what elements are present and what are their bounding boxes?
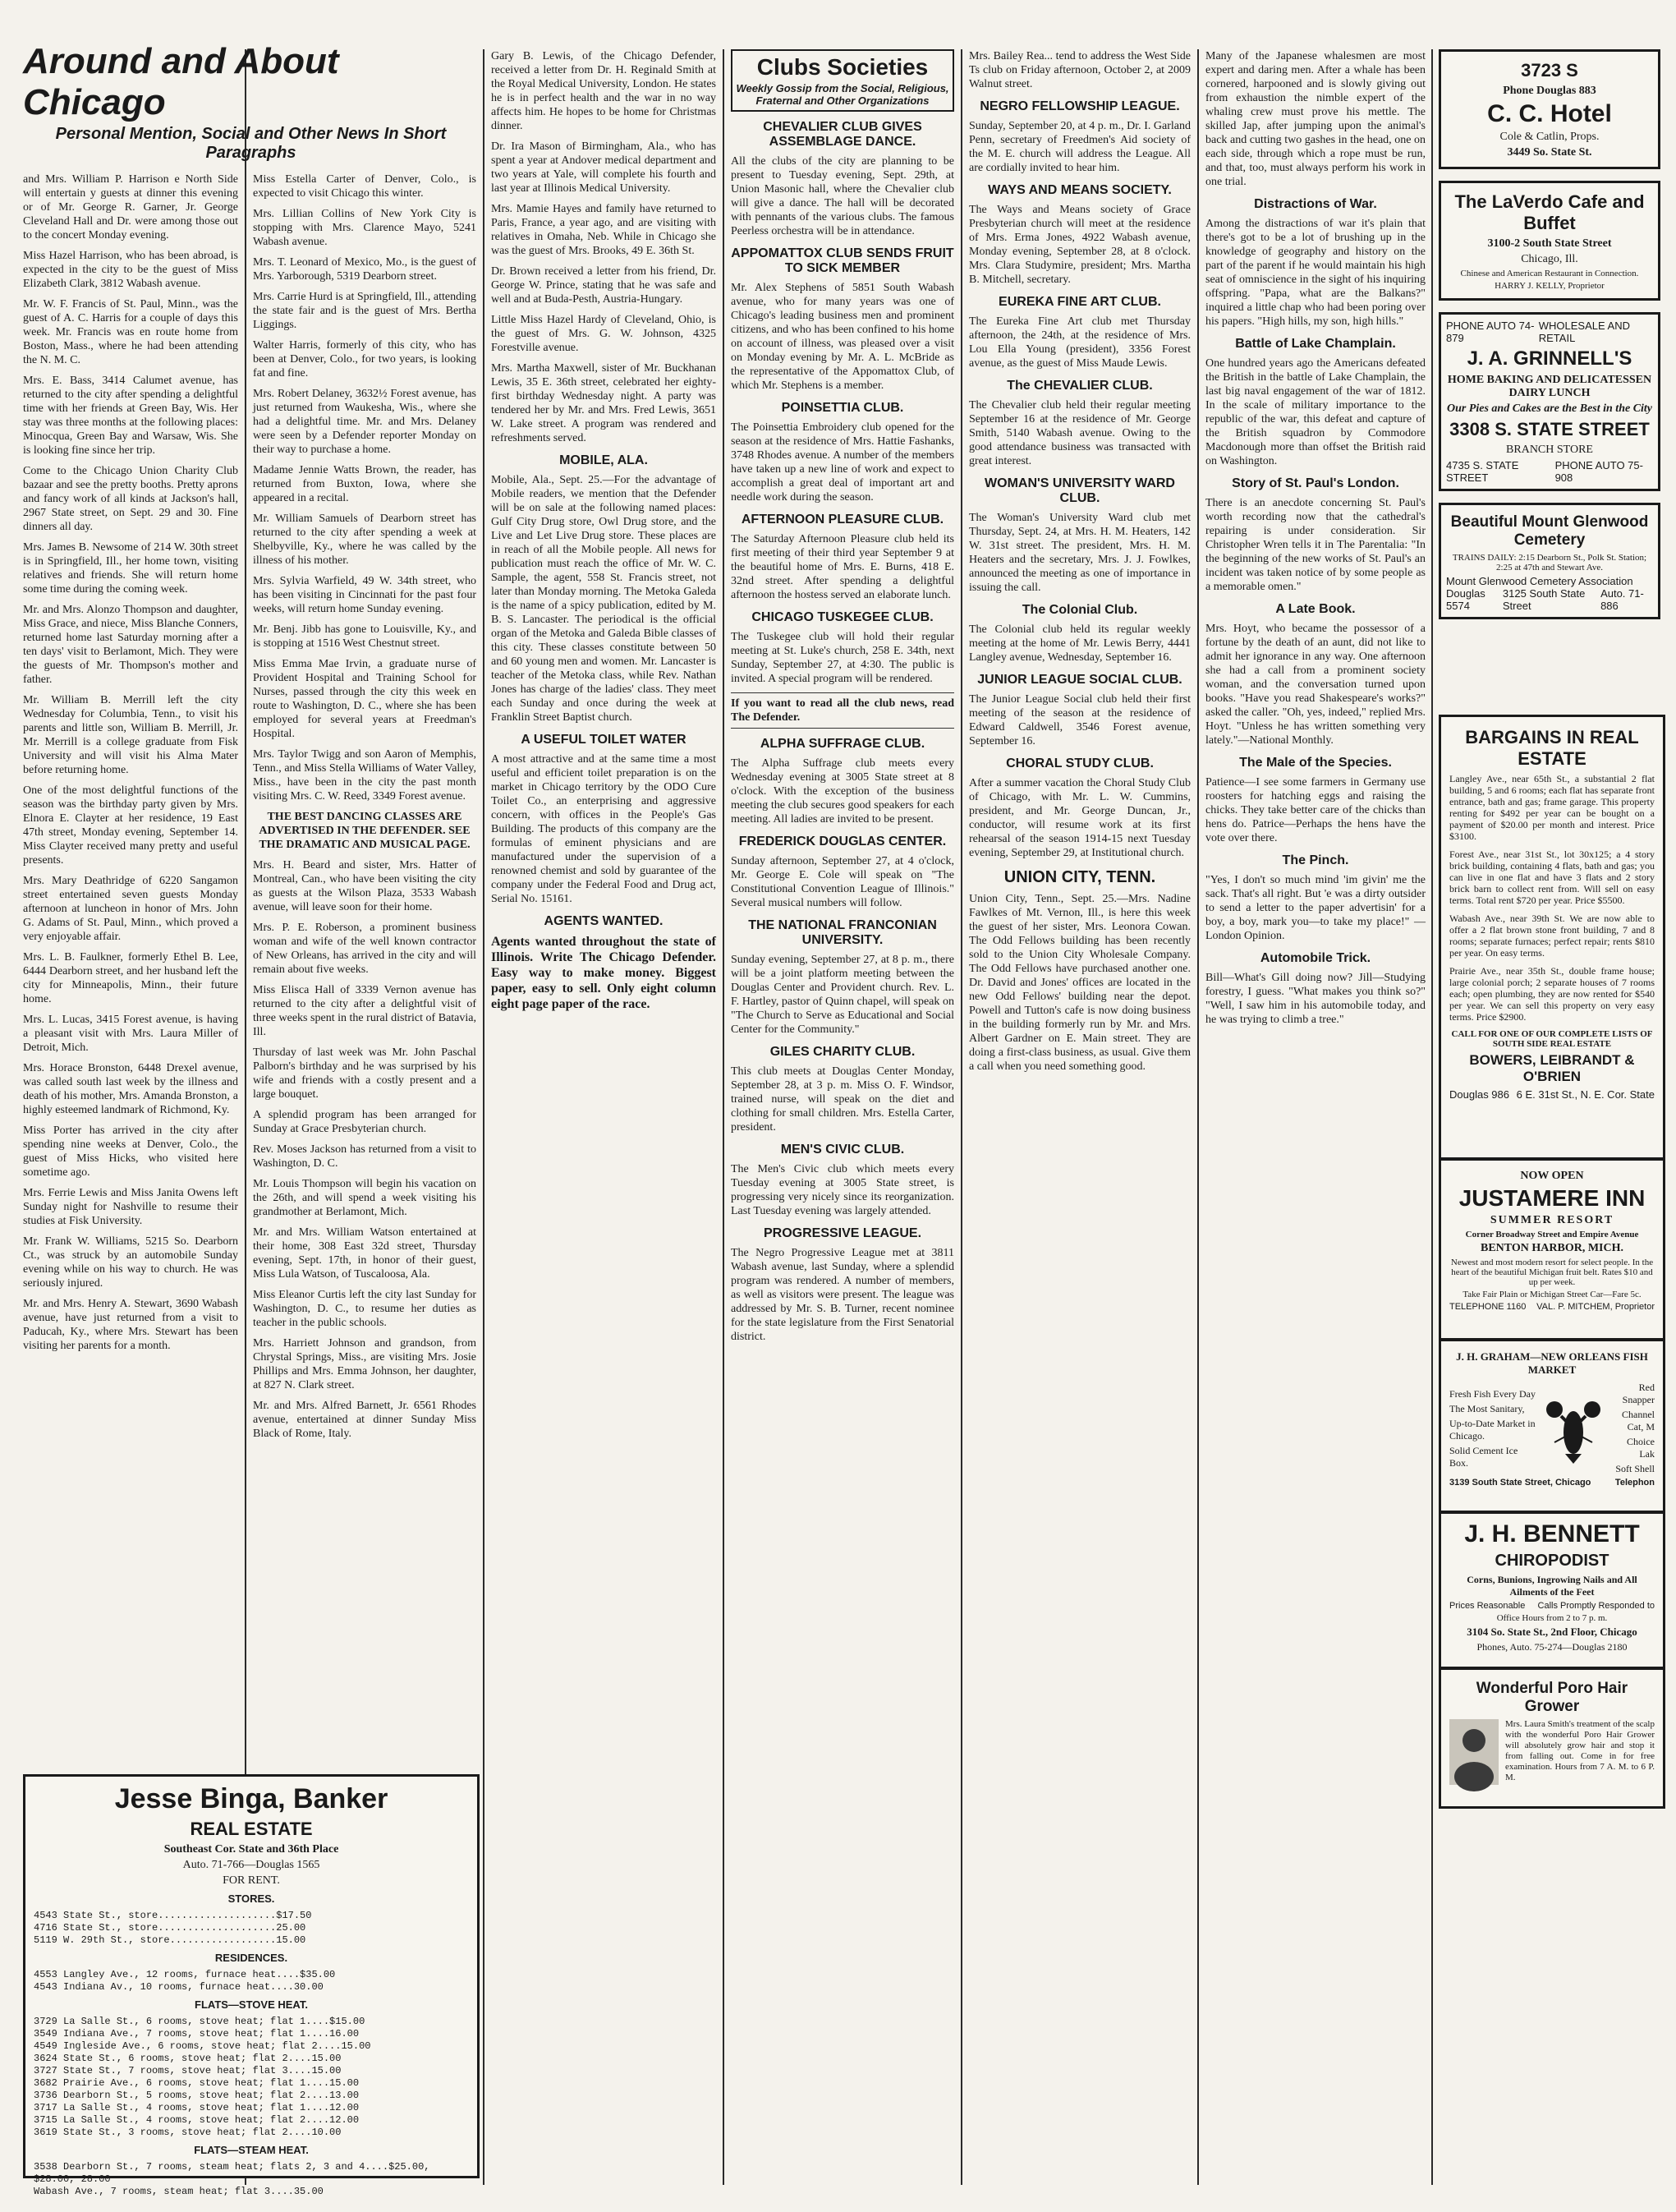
column-4 xyxy=(731,49,954,2185)
article-paragraph: Mr. and Mrs. William Watson entertained at their home, 308 East 32d street, Thursday evening, Sept. 17th, in honor of their guest, Miss Lula Watson, of Tuscaloosa, Ala. xyxy=(253,1226,476,1281)
inn-city: BENTON HARBOR, MICH. xyxy=(1481,1242,1623,1254)
listing-row: 3538 Dearborn St., 7 rooms, steam heat; flats 2, 3 and 4....$25.00, $28.00, 28.00 xyxy=(34,2161,430,2185)
article-heading: AFTERNOON PLEASURE CLUB. xyxy=(741,513,944,527)
article-paragraph: Madame Jennie Watts Brown, the reader, has returned from Buxton, Iowa, where she appeared in a recital. xyxy=(253,464,476,504)
listing-row: 3729 La Salle St., 6 rooms, stove heat; flat 1....$15.00 xyxy=(34,2016,365,2027)
fish-line: Soft Shell xyxy=(1615,1463,1655,1474)
chiro-row xyxy=(1449,1601,1655,1611)
inn-address: Corner Broadway Street and Empire Avenue xyxy=(1465,1230,1639,1239)
article-paragraph: Sunday evening, September 27, at 8 p. m., there will be a joint platform meeting between the Douglas Center and Provident church. Rev. L. F. Hartley, pastor of Quinn chapel, will speak on "The Church to Serve as Educational and Social Center for the Community." xyxy=(731,954,954,1036)
listing-row: 4543 State St., store....................$17.50 xyxy=(34,1910,312,1921)
article-heading: Automobile Trick. xyxy=(1260,951,1371,965)
hotel-ad xyxy=(1439,49,1660,169)
fish-left xyxy=(1449,1386,1536,1472)
section-header xyxy=(23,41,479,164)
fish-address: 3139 South State Street, Chicago xyxy=(1449,1478,1591,1488)
fish-body xyxy=(1449,1379,1655,1478)
grinnell-slogan: Our Pies and Cakes are the Best in the City xyxy=(1446,402,1653,415)
for-rent-label: FOR RENT. xyxy=(223,1874,280,1887)
column-rule xyxy=(723,49,724,2185)
article-paragraph: Mr. Alex Stephens of 5851 South Wabash avenue, who for many years was one of Chicago's leading business men and prominent citizens, and who has been confined to his home on account of illness, was pleased over a visit on Monday evening by Mr. A. L. McBride as the representative of the Appomattox Club, of which Mr. Stephens is a member. xyxy=(731,282,954,392)
bowers-name: BOWERS, LEIBRANDT & O'BRIEN xyxy=(1469,1052,1635,1084)
portrait-icon xyxy=(1449,1719,1499,1785)
article-heading: GILES CHARITY CLUB. xyxy=(769,1045,916,1059)
bargains-ad xyxy=(1439,715,1665,1160)
column-rule xyxy=(961,49,962,2185)
article-heading: PROGRESSIVE LEAGUE. xyxy=(763,1226,922,1240)
article-paragraph: The Colonial club held its regular weekly meeting at the home of Mr. Lewis Berry, 4441 Langley avenue, Wednesday, September 16. xyxy=(969,623,1191,664)
laverdo-address: 3100-2 South State Street xyxy=(1487,237,1612,250)
article-paragraph: The Saturday Afternoon Pleasure club held its first meeting of their third year September 9 at the beautiful home of Mrs. E. Burns, 418 E. 32nd street. After spending a delightful afternoon the hostess served an elaborate lunch. xyxy=(731,533,954,601)
article-heading: CHICAGO TUSKEGEE CLUB. xyxy=(751,610,934,624)
cemetery-row xyxy=(1446,575,1653,587)
article-paragraph: Mrs. P. E. Roberson, a prominent business woman and wife of the well known contractor of New Orleans, has arrived in the city and will remain about five weeks. xyxy=(253,922,476,976)
listing-row: 4553 Langley Ave., 12 rooms, furnace heat....$35.00 xyxy=(34,1969,336,1980)
article-paragraph: Mr. William B. Merrill left the city Wednesday for Columbia, Tenn., to visit his parents and little son, William B. Merrill, Jr. Mr. Merrill is a college graduate from Fisk University and will visit his Alma Mater before returning home. xyxy=(23,694,238,776)
article-paragraph: Mrs. L. Lucas, 3415 Forest avenue, is having a pleasant visit with Mrs. Laura Miller of Detroit, Mich. xyxy=(23,1014,238,1054)
grinnell-ad xyxy=(1439,312,1660,491)
grinnell-branch-phone: PHONE AUTO 75-908 xyxy=(1554,459,1643,484)
article-paragraph: This club meets at Douglas Center Monday, September 28, at 3 p. m. Miss O. F. Windsor, trained nurse, will speak on the diet and clothing for small children. Mrs. Estella Carter, president. xyxy=(731,1065,954,1134)
poro-ad xyxy=(1439,1667,1665,1809)
ad-subtitle: REAL ESTATE xyxy=(190,1819,313,1839)
cemetery-trains: TRAINS DAILY: 2:15 Dearborn St., Polk St. Station; 2:25 at 47th and Stewart Ave. xyxy=(1452,553,1647,573)
ad-title: Jesse Binga, Banker xyxy=(114,1783,388,1814)
article-heading: MEN'S CIVIC CLUB. xyxy=(780,1143,905,1157)
fish-line: Up-to-Date Market in Chicago. xyxy=(1449,1417,1536,1442)
grinnell-branch-row xyxy=(1446,459,1653,484)
laverdo-ad xyxy=(1439,181,1660,301)
listing-row: 3549 Indiana Ave., 7 rooms, stove heat; flat 1....16.00 xyxy=(34,2028,360,2040)
article-heading: A Late Book. xyxy=(1275,602,1356,616)
fish-line: Choice Lak xyxy=(1627,1436,1655,1460)
article-paragraph: The Eureka Fine Art club met Thursday afternoon, the 24th, at the residence of Mrs. Lou Ella Young (president), 3356 Forest avenue, as the guest of Miss Maude Lewis. xyxy=(969,315,1191,370)
grinnell-top-row xyxy=(1446,320,1653,344)
laverdo-prop: HARRY J. KELLY, Proprietor xyxy=(1495,281,1605,291)
listing-row: 3624 State St., 6 rooms, stove heat; flat 2....15.00 xyxy=(34,2053,342,2064)
bowers-address: 6 E. 31st St., N. E. Cor. State xyxy=(1516,1088,1655,1101)
cemetery-association: Mount Glenwood Cemetery Association xyxy=(1446,575,1633,587)
article-paragraph: Mr. Frank W. Williams, 5215 So. Dearborn Ct., was struck by an automobile Sunday evening while on his way to church. He was seriously injured. xyxy=(23,1235,238,1290)
article-heading: MOBILE, ALA. xyxy=(559,453,648,467)
ad-phone: Auto. 71-766—Douglas 1565 xyxy=(182,1859,320,1871)
article-paragraph: Mrs. T. Leonard of Mexico, Mo., is the guest of Mrs. Yarborough, 5319 Dearborn street. xyxy=(253,256,476,283)
listing-row: 3736 Dearborn St., 5 rooms, stove heat; flat 2....13.00 xyxy=(34,2090,360,2101)
article-paragraph: The Ways and Means society of Grace Presbyterian church will meet at the residence of Mrs. Erma Jones, 4922 Wabash avenue, Monday evening, September 28, at 8 o'clock. Mrs. Clara Studymire, president; Mrs. Martha B. Mitchell, secretary. xyxy=(969,204,1191,286)
article-heading: FREDERICK DOUGLAS CENTER. xyxy=(738,835,947,848)
grinnell-trade: WHOLESALE AND RETAIL xyxy=(1538,320,1631,344)
laverdo-city: Chicago, Ill. xyxy=(1521,253,1578,265)
article-paragraph: and Mrs. William P. Harrison e North Side will entertain y guests at dinner this evening or of Mr. George R. Garner, Jr. George Cleveland Hall and Dr. were among those out to the concert Monday evening. xyxy=(23,173,238,241)
bargain-listing: Prairie Ave., near 35th St., double frame house; large colonial porch; 2 separate houses of 7 rooms each; open plumbing, they are now rented for $540 per year. We can sell this property on very easy terms. Price $2900. xyxy=(1449,965,1655,1023)
article-heading: JUNIOR LEAGUE SOCIAL CLUB. xyxy=(977,673,1182,687)
article-paragraph: The Men's Civic club which meets every Tuesday evening at 3005 State street, is progressing very nicely since its reorganization. Last Tuesday evening was largely attended. xyxy=(731,1163,954,1217)
article-paragraph: Miss Estella Carter of Denver, Colo., is expected to visit Chicago this winter. xyxy=(253,173,476,200)
justamere-ad xyxy=(1439,1158,1665,1341)
article-paragraph: Little Miss Hazel Hardy of Cleveland, Ohio, is the guest of Mrs. G. W. Johnson, 4325 Forestville avenue. xyxy=(491,314,716,354)
binga-ad xyxy=(23,1774,480,2197)
article-paragraph: Gary B. Lewis, of the Chicago Defender, received a letter from Dr. H. Reginald Smith at the Royal Medical University, London. He states he is in perfect health and the war in no way affects him. He hopes to be home for Christmas dinner. xyxy=(491,50,716,132)
article-paragraph: Mrs. L. B. Faulkner, formerly Ethel B. Lee, 6444 Dearborn street, and her husband left the city for Minneapolis, Minn., their future home. xyxy=(23,951,238,1005)
article-heading: The CHEVALIER CLUB. xyxy=(1007,379,1153,393)
article-paragraph: All the clubs of the city are planning to be present to Tuesday evening, Sept. 29th, at Union Masonic hall, where the Chevalier club will give a dance. The hall will be decorated with pennants of the various clubs. The famous Peerless orchestra will be in attendance. xyxy=(731,155,954,237)
bowers-phone: Douglas 986 xyxy=(1449,1088,1509,1101)
cemetery-title: Beautiful Mount Glenwood Cemetery xyxy=(1450,513,1649,549)
bowers-row xyxy=(1449,1088,1655,1101)
chiro-calls: Calls Promptly Responded to xyxy=(1537,1601,1655,1611)
listing-row: 3727 State St., 7 rooms, stove heat; flat 3....15.00 xyxy=(34,2065,342,2076)
article-paragraph: Mr. Louis Thompson will begin his vacation on the 26th, and will spend a week visiting his grandmother at Berlamont, Mich. xyxy=(253,1178,476,1218)
article-paragraph: Miss Elisca Hall of 3339 Vernon avenue has returned to the city after a delightful visit of three weeks spent in the rural district of Batavia, Ill. xyxy=(253,984,476,1038)
article-paragraph: Mrs. Sylvia Warfield, 49 W. 34th street, who has been visiting in Cincinnati for the past four weeks, will return home Sunday evening. xyxy=(253,575,476,615)
article-paragraph: Bill—What's Gill doing now? Jill—Studying forestry, I guess. "What makes you think so?" "Well, I saw him in his automobile today, and he was trying to climb a tree." xyxy=(1205,972,1426,1026)
article-paragraph: Sunday afternoon, September 27, at 4 o'clock, Mr. George E. Cole will speak on "The Constitutional Convention League of Illinois." Several musical numbers will follow. xyxy=(731,855,954,909)
article-paragraph: The Chevalier club held their regular meeting September 16 at the residence of Mr. George Smith, 5140 Wabash avenue. Owing to the good attendance business was transacted with great interest. xyxy=(969,399,1191,467)
article-heading: Story of St. Paul's London. xyxy=(1232,476,1399,490)
clubs-banner xyxy=(731,49,954,112)
article-paragraph: The Tuskegee club will hold their regular meeting at St. Luke's church, 258 E. 34th, next Sunday, September 27, at 4:30. The public is invited. A special program will be rendered. xyxy=(731,631,954,685)
article-heading: POINSETTIA CLUB. xyxy=(781,401,904,415)
article-paragraph: One of the most delightful functions of the season was the birthday party given by Mrs. Elnora E. Clayter at her residence, 19 East 47th street, Monday evening, September 14. Miss Clayter received many pretty and useful presents. xyxy=(23,784,238,867)
article-paragraph: Union City, Tenn., Sept. 25.—Mrs. Nadine Fawlkes of Mt. Vernon, Ill., is here this week the guest of her sister, Mrs. Leonora Cowan. The Odd Fellows building has been recently sold to the Union City Wholesale Company. The Odd Fellows have purchased another one. Dr. David and Jones' offices are located in the new Odd Fellows' building near the depot. Powell and Tutton's cafe is now doing business in the building formerly run by Mr. and Mrs. Albert Gardner on E. Main street. They are doing a first-class business, as usual. Give them a call when you need something good. xyxy=(969,893,1191,1073)
article-paragraph: There is an anecdote concerning St. Paul's worth recording now that the cathedral's repairing is under consideration. Sir Christopher Wren tells it in The Parentalia: "In the beginning of the new works of St. Paul's an incident was taken notice of by some people as a memorable omen." xyxy=(1205,497,1426,593)
article-heading: CHEVALIER CLUB GIVES ASSEMBLAGE DANCE. xyxy=(763,120,922,149)
article-paragraph: Dr. Ira Mason of Birmingham, Ala., who has spent a year at Andover medical department and two years at Yale, will complete his fourth and last year at Illinois Medical University. xyxy=(491,140,716,195)
column-rule xyxy=(1197,49,1199,2185)
poro-title: Wonderful Poro Hair Grower xyxy=(1476,1680,1628,1715)
steam-heading: FLATS—STEAM HEAT. xyxy=(194,2144,309,2156)
article-paragraph: Walter Harris, formerly of this city, who has been at Denver, Colo., for two years, is looking fat and fine. xyxy=(253,339,476,379)
bargains-call: CALL FOR ONE OF OUR COMPLETE LISTS OF SOUTH SIDE REAL ESTATE xyxy=(1451,1029,1653,1049)
article-heading: UNION CITY, TENN. xyxy=(1003,868,1156,886)
article-paragraph: Mr. and Mrs. Alonzo Thompson and daughter, Miss Grace, and niece, Miss Blanche Conners, returned home last Saturday morning after a ten days' visit to Berlamont, Mich. They were the guests of Mr. Thompson's mother and father. xyxy=(23,604,238,686)
article-paragraph: Mrs. Carrie Hurd is at Springfield, Ill., attending the state fair and is the guest of Mrs. Bertha Liggings. xyxy=(253,291,476,331)
article-paragraph: Miss Hazel Harrison, who has been abroad, is expected in the city to be the guest of Miss Elizabeth Clark, 3812 Wabash avenue. xyxy=(23,250,238,290)
grinnell-phone: PHONE AUTO 74-879 xyxy=(1446,320,1535,344)
chiro-phone: Phones, Auto. 75-274—Douglas 2180 xyxy=(1476,1641,1628,1653)
fish-right xyxy=(1610,1379,1655,1478)
grinnell-name: J. A. GRINNELL'S xyxy=(1467,347,1632,370)
article-heading: WAYS AND MEANS SOCIETY. xyxy=(988,183,1172,197)
hotel-name: C. C. Hotel xyxy=(1487,100,1612,127)
column-3 xyxy=(491,49,716,2185)
listing-row: Wabash Ave., 7 rooms, steam heat; flat 3....35.00 xyxy=(34,2186,324,2197)
article-paragraph: The Woman's University Ward club met Thursday, Sept. 24, at Mrs. H. M. Heaters, 142 W. 31st street. The president, Mrs. H. M. Heaters and the secretary, Mrs. J. J. Fowlkes, announced the meeting as one of importance in issuing the call. xyxy=(969,512,1191,594)
bargain-listing: Wabash Ave., near 39th St. We are now able to offer a 2 flat brown stone front building, 7 and 8 rooms; separate furnaces; perfect repair; rents $810 per year. On easy terms. xyxy=(1449,913,1655,959)
cemetery-address: 3125 South State Street xyxy=(1502,587,1586,612)
grinnell-line: HOME BAKING AND DELICATESSEN DAIRY LUNCH xyxy=(1447,374,1652,399)
article-paragraph: Miss Eleanor Curtis left the city last Sunday for Washington, D. C., to resume her duties as teacher in the public schools. xyxy=(253,1289,476,1329)
article-paragraph: Mrs. Mary Deathridge of 6220 Sangamon street entertained seven guests Monday afternoon at luncheon in honor of Mrs. John G. Adams of St. Paul, Minn., which proved a very enjoyable affair. xyxy=(23,875,238,943)
article-paragraph: Mr. Benj. Jibb has gone to Louisville, Ky., and is stopping at 1516 West Chestnut street. xyxy=(253,623,476,650)
article-paragraph: Miss Emma Mae Irvin, a graduate nurse of Provident Hospital and Training School for Nurses, passed through the city this week en route to Washington, D. C., where she has been employed for several years at Freedman's Hospital. xyxy=(253,658,476,740)
chiro-address: 3104 So. State St., 2nd Floor, Chicago xyxy=(1467,1626,1637,1638)
inn-directions: Take Fair Plain or Michigan Street Car—Fare 5c. xyxy=(1462,1290,1642,1299)
fish-line: Solid Cement Ice Box. xyxy=(1449,1444,1518,1469)
article-heading: ALPHA SUFFRAGE CLUB. xyxy=(760,737,925,751)
article-paragraph: Mrs. Bailey Rea... tend to address the West Side Ts club on Friday afternoon, October 2, at 2009 Walnut street. xyxy=(969,50,1191,90)
fish-market-ad xyxy=(1439,1339,1665,1513)
fish-line: Channel Cat, M xyxy=(1622,1409,1655,1433)
chiropodist-ad xyxy=(1439,1511,1665,1669)
article-heading: THE NATIONAL FRANCONIAN UNIVERSITY. xyxy=(748,918,937,947)
article-paragraph: "Yes, I don't so much mind 'im givin' me the sack. That's all right. But 'e was a dirty outsider to send a letter to the paper advertisin' for a boy, a boy, mark you—to take my place!" —London Opinion. xyxy=(1205,874,1426,942)
fish-title: J. H. GRAHAM—NEW ORLEANS FISH MARKET xyxy=(1456,1350,1648,1376)
article-paragraph: Mrs. Ferrie Lewis and Miss Janita Owens left Sunday night for Nashville to resume their studies at Fisk University. xyxy=(23,1187,238,1227)
article-paragraph: Many of the Japanese whalesmen are most expert and daring men. After a whale has been cornered, harpooned and is slowly giving out from exhaustion the nimble expert of the whaling crew must prove his mettle. The skilled Jap, after jumping upon the animal's back and cutting two gashes in the head, one on each side, through which a rope must be run, and that, too, must always perform his work in one trial. xyxy=(1205,50,1426,188)
article-paragraph: The Negro Progressive League met at 3811 Wabash avenue, last Sunday, where a splendid program was rendered. A number of members, as well as visitors were present. The league was addressed by Mr. S. B. Turner, recent nominee for the state legislature from the First Senatorial district. xyxy=(731,1247,954,1343)
fish-line: Fresh Fish Every Day xyxy=(1449,1387,1536,1400)
article-heading: APPOMATTOX CLUB SENDS FRUIT TO SICK MEMBER xyxy=(731,246,954,275)
article-paragraph: One hundred years ago the Americans defeated the British in the battle of Lake Champlain, the last big naval engagement of the war of 1812. In the scale of military importance to the republic of the war, this defeat and capture of the British squadron by Commodore Macdonough more than offset the British raid on Washington. xyxy=(1205,357,1426,467)
article-paragraph: Thursday of last week was Mr. John Paschal Palborn's birthday and he was surprised by his wife and friends with a costly present and a large bouquet. xyxy=(253,1046,476,1101)
column-1 xyxy=(23,172,238,1758)
article-paragraph: Mrs. Horace Bronston, 6448 Drexel avenue, was called south last week by the illness and death of his mother, Mrs. Amanda Bronston, a highly esteemed landmark of Richmond, Ky. xyxy=(23,1062,238,1116)
listing-row: 3715 La Salle St., 4 rooms, stove heat; flat 2....12.00 xyxy=(34,2114,360,2126)
article-paragraph: Mrs. Taylor Twigg and son Aaron of Memphis, Tenn., and Miss Stella Williams of Water Valley, Miss., have been in the city the past month visiting Mrs. C. W. Reed, 3349 Forest avenue. xyxy=(253,748,476,802)
article-heading: A USEFUL TOILET WATER xyxy=(521,733,686,747)
article-paragraph: Mr. W. F. Francis of St. Paul, Minn., was the guest of A. C. Harris for a couple of days this week. Mr. Francis was en route home from Boston, Mass., where he had been attending the N. M. C. xyxy=(23,298,238,366)
banner-title: Clubs Societies xyxy=(756,54,929,80)
article-paragraph: Mr. and Mrs. Henry A. Stewart, 3690 Wabash avenue, have just returned from a visit to Paducah, Ky., where Mrs. Stewart has been visiting her parents for a month. xyxy=(23,1298,238,1352)
listing-row: 5119 W. 29th St., store..................15.00 xyxy=(34,1934,306,1946)
hotel-phone: Phone Douglas 883 xyxy=(1503,85,1596,97)
listing-row: 3619 State St., 3 rooms, stove heat; flat 2....10.00 xyxy=(34,2127,342,2138)
article-paragraph: Among the distractions of war it's plain that there's got to be a lot of brushing up in the knowledge of geography and history on the part of the parent if he would maintain his high seat of omniscience in the sight of his inquiring offspring. "Papa, what are the Balkans?" inquired a little chap who had been poring over his papers. "High hills, my son, high hills." xyxy=(1205,218,1426,328)
inn-name: JUSTAMERE INN xyxy=(1458,1185,1646,1211)
article-paragraph: A most attractive and at the same time a most useful and efficient toilet preparation is on the market in Chicago territory by the ODO Cure Toilet Co., an enterprising and aggressive concern, with offices in the People's Gas Building. The products of this company are the formulas of eminent physicians and are manufactured under the supervision of a renowned chemist and sold by guarantee of the company under the Federal Food and Drug act, Serial No. 15161. xyxy=(491,753,716,905)
stores-heading: STORES. xyxy=(227,1892,275,1905)
chiro-line: Corns, Bunions, Ingrowing Nails and All Ailments of the Feet xyxy=(1467,1574,1637,1598)
cemetery-auto: Auto. 71-886 xyxy=(1600,587,1644,612)
column-5 xyxy=(969,49,1191,2185)
inn-description: Newest and most modern resort for select people. In the heart of the beautiful Michigan fruit belt. Rates $10 and up per week. xyxy=(1450,1258,1654,1287)
column-rule xyxy=(1431,49,1433,2185)
poro-text: Mrs. Laura Smith's treatment of the scalp with the wonderful Poro Hair Grower will absolutely grow hair and stop it from falling out. Come in for free examination. Hours from 7 A. M. to 6 P. M. xyxy=(1505,1719,1655,1782)
listing-row: 4716 State St., store....................25.00 xyxy=(34,1922,306,1934)
article-heading: NEGRO FELLOWSHIP LEAGUE. xyxy=(980,99,1180,113)
agents-wanted-text: Agents wanted throughout the state of Illinois. Write The Chicago Defender. Easy way to make money. Biggest paper, easy to sell. Only eight column eight page paper of the race. xyxy=(491,935,716,1011)
article-paragraph: Mrs. Martha Maxwell, sister of Mr. Buckhanan Lewis, 35 E. 36th street, celebrated her eighty-first birthday Wednesday night. A party was tendered her by Mr. and Mrs. Fred Lewis, 3651 W. Lake street. A program was rendered and refreshments served. xyxy=(491,362,716,444)
fish-line: The Most Sanitary, xyxy=(1449,1402,1525,1414)
grinnell-address: 3308 S. STATE STREET xyxy=(1449,419,1650,439)
article-paragraph: Mr. William Samuels of Dearborn street has returned to the city after spending a week at Shelbyville, Ky., where he was called by the illness of his mother. xyxy=(253,513,476,567)
chiro-price: Prices Reasonable xyxy=(1449,1601,1526,1611)
article-paragraph: Mrs. Lillian Collins of New York City is stopping with Mrs. Clarence Mayo, 5241 Wabash avenue. xyxy=(253,208,476,248)
article-paragraph: The Poinsettia Embroidery club opened for the season at the residence of Mrs. Hattie Fashanks, 3748 Rhodes avenue. A number of the members have taken up a new line of work and expect to accomplish a great deal of important art and needle work during the season. xyxy=(731,421,954,504)
cemetery-phone: Douglas 5574 xyxy=(1446,587,1485,612)
laverdo-line: Chinese and American Restaurant in Connection. xyxy=(1460,269,1639,278)
grinnell-branch: BRANCH STORE xyxy=(1506,444,1593,456)
inn-open: NOW OPEN xyxy=(1520,1170,1584,1182)
article-heading: EUREKA FINE ART CLUB. xyxy=(999,295,1161,309)
bargains-title: BARGAINS IN REAL ESTATE xyxy=(1465,727,1639,769)
article-paragraph: Rev. Moses Jackson has returned from a visit to Washington, D. C. xyxy=(253,1143,476,1170)
section-subtitle: Personal Mention, Social and Other News In Short Paragraphs xyxy=(55,125,447,162)
article-paragraph: Mrs. Harriett Johnson and grandson, from Chrystal Springs, Miss., are visiting Mrs. Josie Phillips and Mrs. Emma Johnson, her daughter, at 827 N. Clark street. xyxy=(253,1337,476,1391)
article-heading: Distractions of War. xyxy=(1254,197,1377,211)
bargain-listing: Langley Ave., near 65th St., a substantial 2 flat building, 5 and 6 rooms; each flat has separate front entrance, bath and gas; frame garage. This property renting for $492 per year can be bought on a payment of $20.00 per month and interest. Price $3100. xyxy=(1449,773,1655,842)
article-paragraph: Miss Porter has arrived in the city after spending nine weeks at Denver, Colo., the guest of Miss Hicks, who visited here sometime ago. xyxy=(23,1124,238,1179)
article-paragraph: Mrs. H. Beard and sister, Mrs. Hatter of Montreal, Can., who have been visiting the city as guests at the Wilson Plaza, 3533 Wabash avenue, will leave soon for their home. xyxy=(253,859,476,913)
article-paragraph: A splendid program has been arranged for Sunday at Grace Presbyterian church. xyxy=(253,1109,476,1135)
article-paragraph: Mrs. Hoyt, who became the possessor of a fortune by the death of an aunt, did not like to admit her ignorance in any way. One afternoon she had a call from a prominent society woman, and the conversation turned upon books. "Have you read Shakespeare's works?" asked the caller. "Oh, yes, indeed," replied Mrs. Hoyt. "Unless he has written something very lately."—National Monthly. xyxy=(1205,623,1426,747)
article-paragraph: Mobile, Ala., Sept. 25.—For the advantage of Mobile readers, we mention that the Defender will be on sale at the following named places: Gulf City Drug store, Owl Drug store, and the Live and Let Live Drug store. These places are in reach of all the Mobile people. All news for publication must reach the office of Mr. W. C. Sample, the agent, 558 St. Francis street, not later than Monday morning. The Metoka Galeda is the name of a spicy publication, edited by M. B. S. Lancaster. The periodical is the official organ of the Metoka and Galeda Bible classes of this city. These classes constitute between 50 and 60 young men and women. Mr. Lancaster is teacher of the Metoka class, while Rev. Nathan Jones has charge of the ladies' class. They meet each Sunday and once during the week at Franklin Street Baptist church. xyxy=(491,474,716,724)
section-title: Around and About Chicago xyxy=(23,41,339,122)
article-paragraph: Mrs. Robert Delaney, 3632½ Forest avenue, has just returned from Waukesha, Wis., where she had a delightful time. Mr. and Mrs. Delaney were seen by a Defender reporter Monday on their way to purchase a home. xyxy=(253,388,476,456)
poro-body xyxy=(1449,1719,1655,1785)
listing-row: 3682 Prairie Ave., 6 rooms, stove heat; flat 1....15.00 xyxy=(34,2077,360,2089)
article-paragraph: After a summer vacation the Choral Study Club of Chicago, with Mr. L. W. Cummins, president, and Mr. George Duncan, Jr., conductor, will resume work at its first rehearsal of the season 1914-15 next Tuesday evening, September 29, at Institutional church. xyxy=(969,777,1191,859)
residences-heading: RESIDENCES. xyxy=(214,1952,288,1964)
cemetery-ad xyxy=(1439,503,1660,619)
article-paragraph: Mrs. Mamie Hayes and family have returned to Paris, France, a year ago, and are visiting with relatives in Omaha, Neb. While in Chicago she was the guest of Mrs. Brooks, 49 E. 36th St. xyxy=(491,203,716,257)
article-heading: The Male of the Species. xyxy=(1239,756,1392,770)
chiro-hours: Office Hours from 2 to 7 p. m. xyxy=(1496,1613,1608,1623)
inn-proprietor: VAL. P. MITCHEM, Proprietor xyxy=(1536,1302,1655,1312)
read-defender-notice: If you want to read all the club news, read The Defender. xyxy=(731,692,954,729)
article-heading: CHORAL STUDY CLUB. xyxy=(1006,756,1154,770)
fish-telephone: Telephon xyxy=(1614,1478,1655,1488)
listing-row: 4543 Indiana Av., 10 rooms, furnace heat....30.00 xyxy=(34,1981,324,1993)
article-paragraph: Mrs. E. Bass, 3414 Calumet avenue, has returned to the city after spending a delightful time with her friends at Green Bay, Wis. Her stay was three months at the following places: Minocqua, Green Bay and Warsaw, Wis. She is looking fine since her trip. xyxy=(23,375,238,457)
article-heading: The Colonial Club. xyxy=(1022,603,1138,617)
hotel-address: 3449 So. State St. xyxy=(1507,146,1592,159)
inn-phone: TELEPHONE 1160 xyxy=(1449,1302,1527,1312)
lobster-icon xyxy=(1536,1391,1610,1465)
cemetery-row-2 xyxy=(1446,587,1653,612)
article-paragraph: Come to the Chicago Union Charity Club bazaar and see the pretty booths. Pretty aprons and fancy work of all kinds at Jackson's hall, 2967 State street, on Sept. 29 and 30. Fine dinners all day. xyxy=(23,465,238,533)
article-heading: AGENTS WANTED. xyxy=(544,914,664,928)
article-paragraph: Mrs. James B. Newsome of 214 W. 30th street is in Springfield, Ill., her home town, visiting relatives and friends. She will return home some time during the coming week. xyxy=(23,541,238,596)
article-paragraph: Mr. and Mrs. Alfred Barnett, Jr. 6561 Rhodes avenue, entertained at dinner Sunday Miss Black of Rome, Italy. xyxy=(253,1400,476,1440)
column-rule xyxy=(483,49,484,2185)
article-paragraph: Dr. Brown received a letter from his friend, Dr. George W. Prince, stating that he was safe and well and at Buda-Pesth, Austria-Hungary. xyxy=(491,265,716,306)
article-heading: The Pinch. xyxy=(1282,853,1349,867)
chiro-name: J. H. BENNETT xyxy=(1464,1520,1640,1547)
laverdo-name: The LaVerdo Cafe and Buffet xyxy=(1454,191,1645,233)
column-2 xyxy=(253,172,476,1440)
inn-subtitle: SUMMER RESORT xyxy=(1490,1214,1614,1226)
fish-line: Red Snapper xyxy=(1622,1382,1655,1405)
listing-row: 3717 La Salle St., 4 rooms, stove heat; flat 1....12.00 xyxy=(34,2102,360,2113)
listing-row: 4549 Ingleside Ave., 6 rooms, stove heat; flat 2....15.00 xyxy=(34,2040,371,2052)
fish-footer xyxy=(1449,1478,1655,1488)
column-6 xyxy=(1205,49,1426,2185)
inn-footer xyxy=(1449,1302,1655,1312)
dancing-notice: THE BEST DANCING CLASSES ARE ADVERTISED IN THE DEFENDER. SEE THE DRAMATIC AND MUSICAL PAGE. xyxy=(259,811,471,851)
article-heading: WOMAN'S UNIVERSITY WARD CLUB. xyxy=(985,476,1175,505)
article-heading: Battle of Lake Champlain. xyxy=(1235,337,1396,351)
hotel-top: 3723 S xyxy=(1521,60,1578,80)
article-paragraph: Sunday, September 20, at 4 p. m., Dr. I. Garland Penn, secretary of Freedmen's Aid society of the M. E. church will address the League. All are cordially invited to hear him. xyxy=(969,120,1191,174)
bargain-listing: Forest Ave., near 31st St., lot 30x125; a 4 story brick building, containing 4 flats, bath and gas; you can live in one flat and have 3 flats and 2 story brick barn to collect rent from. Will sell on easy terms. Total rent $720 per year. Price $5500. xyxy=(1449,848,1655,906)
chiro-subtitle: CHIROPODIST xyxy=(1495,1552,1609,1570)
ad-address: Southeast Cor. State and 36th Place xyxy=(163,1843,339,1856)
article-paragraph: Patience—I see some farmers in Germany use roosters for hatching eggs and raising the chicks. They take better care of the chicks than hens do. Patrice—Perhaps the hens have the vote over there. xyxy=(1205,776,1426,844)
banner-subtitle: Weekly Gossip from the Social, Religious, Fraternal and Other Organizations xyxy=(736,82,949,107)
grinnell-branch-address: 4735 S. STATE STREET xyxy=(1446,459,1519,484)
article-paragraph: The Alpha Suffrage club meets every Wednesday evening at 3005 State street at 8 o'clock. With the exception of the business meeting the club secures good speakers for each meeting. All ladies are invited to be present. xyxy=(731,757,954,825)
article-paragraph: The Junior League Social club held their first meeting of the season at the residence of Edward Caldwell, 3546 Forest avenue, September 16. xyxy=(969,693,1191,747)
hotel-props: Cole & Catlin, Props. xyxy=(1499,131,1600,143)
flats-heading: FLATS—STOVE HEAT. xyxy=(195,1998,308,2011)
